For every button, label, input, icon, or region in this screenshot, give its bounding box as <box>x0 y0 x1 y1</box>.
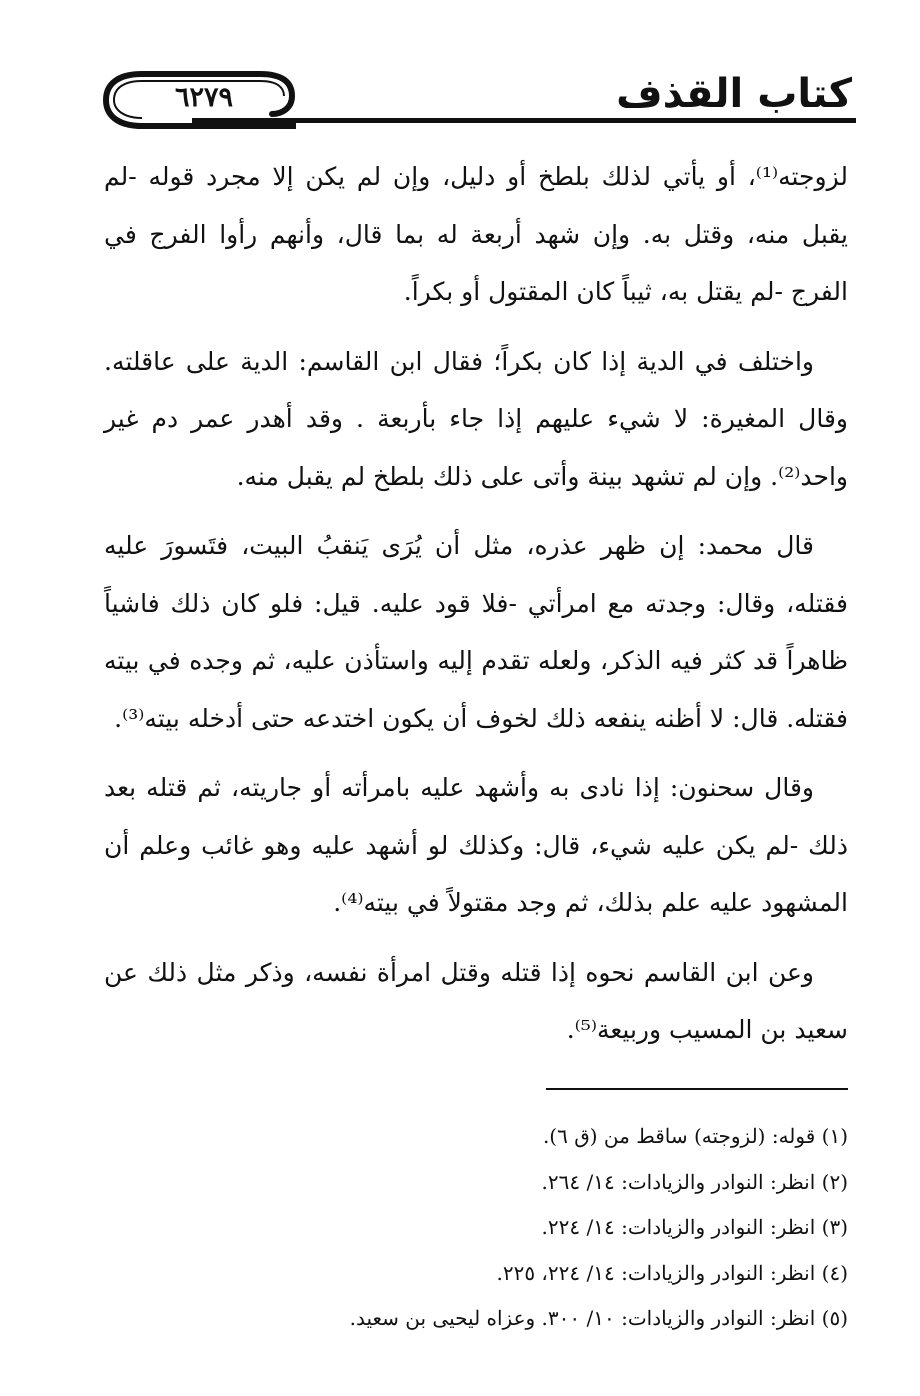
paragraph-3: قال محمد: إن ظهر عذره، مثل أن يُرَى يَنقبُ البيت، فتَسورَ عليه فقتله، وقال: وجدته مع امرأتي -فلا قود عليه. قيل: فلو كان ذلك فاشياً ظاهراً قد كثر فيه الذكر، ولعله تقدم إليه واستأذن عليه، ثم وجده في بيته فقتله. قال: لا أظنه ينفعه ذلك لخوف أن يكون اختدعه حتى أدخله بيته⁽³⁾. <box>104 531 848 733</box>
footnote-3: (٣) انظر: النوادر والزيادات: ١٤/ ٢٢٤. <box>541 1215 848 1239</box>
page-number-badge <box>102 68 296 130</box>
paragraph-1: لزوجته⁽¹⁾، أو يأتي لذلك بلطخ أو دليل، وإن لم يكن إلا مجرد قوله -لم يقبل منه، وقتل به. وإن شهد أربعة له بما قال، وأنهم رأوا الفرج في الفرج -لم يقتل به، ثيباً كان المقتول أو بكراً. <box>104 162 848 306</box>
footnote-separator <box>546 1088 848 1090</box>
footnote-5: (٥) انظر: النوادر والزيادات: ١٠/ ٣٠٠. وعزاه ليحيى بن سعيد. <box>349 1306 848 1330</box>
main-text <box>104 148 848 1071</box>
footnote-2: (٢) انظر: النوادر والزيادات: ١٤/ ٢٦٤. <box>541 1169 848 1194</box>
paragraph-5: وعن ابن القاسم نحوه إذا قتله وقتل امرأة نفسه، وذكر مثل ذلك عن سعيد بن المسيب وربيعة⁽⁵⁾. <box>104 957 848 1044</box>
page-header <box>96 62 856 132</box>
paragraph-4: وقال سحنون: إذا نادى به وأشهد عليه بامرأته أو جاريته، ثم قتله بعد ذلك -لم يكن عليه شيء، قال: وكذلك لو أشهد عليه وهو غائب وعلم أن المشهود عليه علم بذلك، ثم وجد مقتولاً في بيته⁽⁴⁾. <box>104 773 848 917</box>
page-number: ٦٢٧٩ <box>174 82 233 113</box>
footnotes <box>208 1114 848 1342</box>
footnote-1: (١) قوله: (لزوجته) ساقط من (ق ٦). <box>542 1124 848 1148</box>
paragraph-2: واختلف في الدية إذا كان بكراً؛ فقال ابن القاسم: الدية على عاقلته. وقال المغيرة: لا شيء عليهم إذا جاء بأربعة . وقد أهدر عمر دم غير واحد⁽²⁾. وإن لم تشهد بينة وأتى على ذلك بلطخ لم يقبل منه. <box>104 346 848 491</box>
footnote-4: (٤) انظر: النوادر والزيادات: ١٤/ ٢٢٤، ٢٢٥. <box>496 1260 848 1285</box>
chapter-title: كتاب القذف <box>616 71 852 117</box>
